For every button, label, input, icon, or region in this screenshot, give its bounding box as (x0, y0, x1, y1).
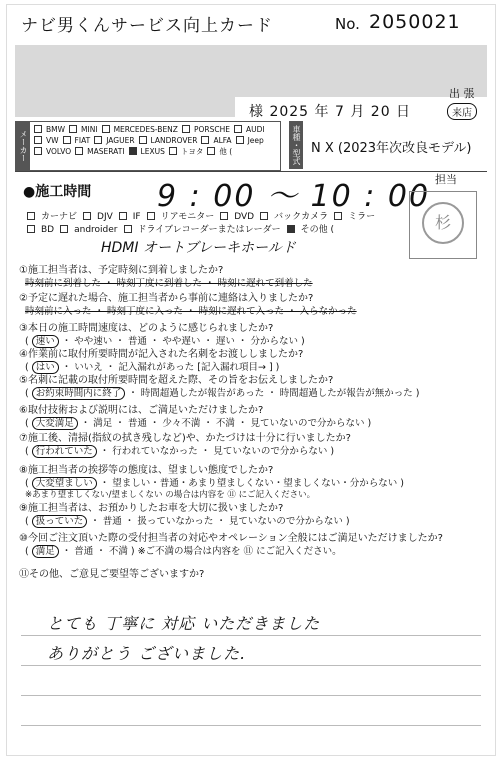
checkbox[interactable] (260, 212, 268, 220)
maker-side-label: メーカー (16, 122, 30, 170)
checkbox[interactable] (124, 225, 132, 233)
answer-options-7: ( 行われていた ・ 行われていなかった ・ 見ていないので分からない ) (25, 446, 335, 457)
checkbox[interactable] (119, 212, 127, 220)
service-label: その他 ( (300, 225, 334, 235)
maker-label: MERCEDES-BENZ (113, 125, 178, 134)
maker-item (129, 146, 165, 157)
service-label: DJV (97, 212, 113, 222)
selected-answer[interactable]: 速い (32, 335, 59, 348)
maker-label: JAGUER (106, 136, 135, 145)
question-2: ②予定に遅れた場合、施工担当者から事前に連絡は入りましたか? (19, 293, 314, 304)
staff-stamp-box (409, 191, 477, 259)
time-label: ●施工時間 (23, 184, 92, 200)
maker-item (207, 146, 232, 157)
checkbox[interactable] (169, 147, 177, 155)
service-item (27, 211, 77, 224)
maker-item (94, 135, 134, 146)
question-9: ⑨施工担当者は、お預かりしたお車を大切に扱いましたか? (19, 503, 284, 514)
checkbox[interactable] (139, 136, 147, 144)
maker-section (15, 121, 281, 171)
checkbox[interactable] (102, 125, 110, 133)
selected-answer[interactable]: 満足 (32, 545, 59, 558)
checkbox[interactable] (60, 225, 68, 233)
checkbox[interactable] (236, 136, 244, 144)
maker-label: LANDROVER (150, 136, 198, 145)
checkbox[interactable] (27, 225, 35, 233)
service-label: バックカメラ (274, 212, 329, 222)
question-11: ⑪その他、ご意見ご要望等ございますか? (19, 569, 205, 580)
answer-options-4: ( はい ・ いいえ ・ 記入漏れがあった [記入漏れ項目→ ] ) (25, 362, 280, 373)
checkbox[interactable] (69, 125, 77, 133)
maker-label: MASERATI (87, 147, 125, 156)
card-number: 2050021 (369, 11, 461, 33)
checkbox[interactable] (63, 136, 71, 144)
service-label: リアモニター (160, 212, 215, 222)
answer-options-8: ( 大変望ましい ・ 望ましい・普通・あまり望ましくない・望ましくない・分からない ) (25, 478, 405, 489)
service-list (27, 211, 397, 237)
question-3: ③本日の施工時間速度は、どのように感じられましたか? (19, 323, 274, 334)
selected-answer[interactable]: お約束時間内に終了 (32, 387, 126, 400)
service-item (60, 224, 117, 237)
answer-options-9: ( 扱っていた ・ 普通 ・ 扱っていなかった ・ 見ていないので分からない ) (25, 516, 350, 527)
maker-item (34, 135, 59, 146)
question-1: ①施工担当者は、予定時刻に到着しましたか? (19, 265, 224, 276)
maker-item (75, 146, 124, 157)
checkbox[interactable] (34, 136, 42, 144)
service-item (27, 224, 54, 237)
maker-label: 他 ( (219, 147, 233, 156)
selected-answer[interactable]: はい (32, 361, 59, 374)
comment-rule (21, 725, 481, 726)
maker-list (34, 124, 278, 157)
answer-options-10: ( 満足 ・ 普通 ・ 不満 ) ※ご不満の場合は内容を ⑪ にご記入ください。 (25, 546, 342, 557)
service-label: DVD (234, 212, 255, 222)
answer-options-2: 時刻前に入った ・ 時刻丁度に入った ・ 時刻に遅れて入った ・ 入らなかった (25, 306, 357, 317)
car-model: N X (2023年次改良モデル) (311, 141, 472, 156)
maker-item (34, 146, 71, 157)
staff-label: 担当 (435, 173, 457, 186)
redacted-area (15, 45, 487, 97)
answer-note-8: ※あまり望ましくない/望ましくない の場合は内容を ⑪ にご記入ください。 (25, 490, 316, 500)
comment-line-2: ありがとう ございました. (47, 644, 247, 663)
comment-rule (21, 695, 481, 696)
maker-label: LEXUS (140, 147, 165, 156)
answer-options-3: ( 速い ・ やや速い ・ 普通 ・ やや遅い ・ 遅い ・ 分からない ) (25, 336, 305, 347)
service-label: IF (132, 212, 141, 222)
checkbox[interactable] (334, 212, 342, 220)
maker-item (234, 124, 265, 135)
time-value: 9 : 00 〜 10 : 00 (157, 179, 431, 214)
answer-options-6: ( 大変満足 ・ 満足 ・ 普通 ・ 少々不満 ・ 不満 ・ 見ていないので分からない ) (25, 418, 372, 429)
card-title: ナビ男くんサービス向上カード (21, 16, 273, 36)
maker-label: VW (46, 136, 59, 145)
service-item (334, 211, 375, 224)
service-item (220, 211, 254, 224)
service-item (124, 224, 281, 237)
selected-answer[interactable]: 大変望ましい (32, 477, 97, 490)
question-4: ④作業前に取付所要時間が記入された名刺をお渡ししましたか? (19, 349, 304, 360)
selected-answer[interactable]: 大変満足 (32, 417, 78, 430)
visit-label: 来店 (447, 103, 477, 120)
maker-item (169, 146, 204, 157)
car-side-label: 車種・型式 (289, 121, 303, 169)
service-item (287, 224, 334, 237)
other-service-value: HDMI オートブレーキホールド (101, 240, 296, 256)
question-7: ⑦施工後、清掃(指紋の拭き残しなど)や、かたづけは十分に行いましたか? (19, 433, 351, 444)
service-item (83, 211, 113, 224)
service-label: ドライブレコーダーまたはレーダー (137, 225, 281, 235)
checkbox[interactable] (182, 125, 190, 133)
selected-answer[interactable]: 扱っていた (32, 515, 88, 528)
maker-label: FIAT (74, 136, 91, 145)
trip-label: 出 張 (449, 87, 475, 100)
maker-label: Jeep (247, 136, 264, 145)
question-6: ⑥取付技術および説明には、ご満足いただけましたか? (19, 405, 264, 416)
service-label: ミラー (348, 212, 376, 222)
checkbox[interactable] (287, 225, 295, 233)
checkbox[interactable] (234, 125, 242, 133)
maker-item (201, 135, 231, 146)
service-item (147, 211, 215, 224)
maker-item (34, 124, 65, 135)
answer-options-1: 時刻前に到着した ・ 時刻丁度に到着した ・ 時刻に遅れて到着した (25, 278, 313, 289)
maker-item (236, 135, 264, 146)
checkbox[interactable] (83, 212, 91, 220)
comment-line-1: とても 丁寧に 対応 いただきました (47, 614, 321, 633)
checkbox[interactable] (75, 147, 83, 155)
service-card (6, 4, 496, 756)
answer-options-5: ( お約束時間内に終了 ・ 時間超過したが報告があった ・ 時間超過したが報告が無かった ) (25, 388, 420, 399)
maker-item (102, 124, 178, 135)
checkbox[interactable] (129, 147, 137, 155)
checkbox[interactable] (34, 125, 42, 133)
redacted-name (15, 97, 235, 117)
maker-label: MINI (81, 125, 98, 134)
staff-stamp: 杉 (422, 202, 464, 244)
checkbox[interactable] (201, 136, 209, 144)
checkbox[interactable] (27, 212, 35, 220)
question-10: ⑩今回ご注文頂いた際の受付担当者の対応やオペレーション全般にはご満足いただけましたか? (19, 533, 443, 544)
maker-item (182, 124, 230, 135)
maker-item (139, 135, 198, 146)
number-label: No. (335, 15, 360, 33)
selected-answer[interactable]: 行われていた (32, 445, 97, 458)
date-line: 様 2025 年 7 月 20 日 (249, 104, 412, 120)
maker-item (63, 135, 91, 146)
maker-label: VOLVO (46, 147, 72, 156)
question-5: ⑤名刺に記載の取付所要時間を超えた際、その旨をお伝えしましたか? (19, 375, 334, 386)
comment-rule (21, 635, 481, 636)
service-label: カーナビ (41, 212, 78, 222)
checkbox[interactable] (207, 147, 215, 155)
checkbox[interactable] (94, 136, 102, 144)
service-item (119, 211, 141, 224)
maker-label: BMW (46, 125, 66, 134)
maker-label: PORSCHE (193, 125, 230, 134)
question-8: ⑧施工担当者の挨拶等の態度は、望ましい態度でしたか? (19, 465, 274, 476)
checkbox[interactable] (220, 212, 228, 220)
maker-label: ALFA (213, 136, 232, 145)
comment-rule (21, 665, 481, 666)
maker-label: トヨタ (180, 147, 204, 156)
checkbox[interactable] (34, 147, 42, 155)
service-item (260, 211, 328, 224)
service-label: BD (41, 225, 55, 235)
maker-label: AUDI (245, 125, 265, 134)
checkbox[interactable] (147, 212, 155, 220)
maker-item (69, 124, 98, 135)
service-label: androider (74, 225, 118, 235)
